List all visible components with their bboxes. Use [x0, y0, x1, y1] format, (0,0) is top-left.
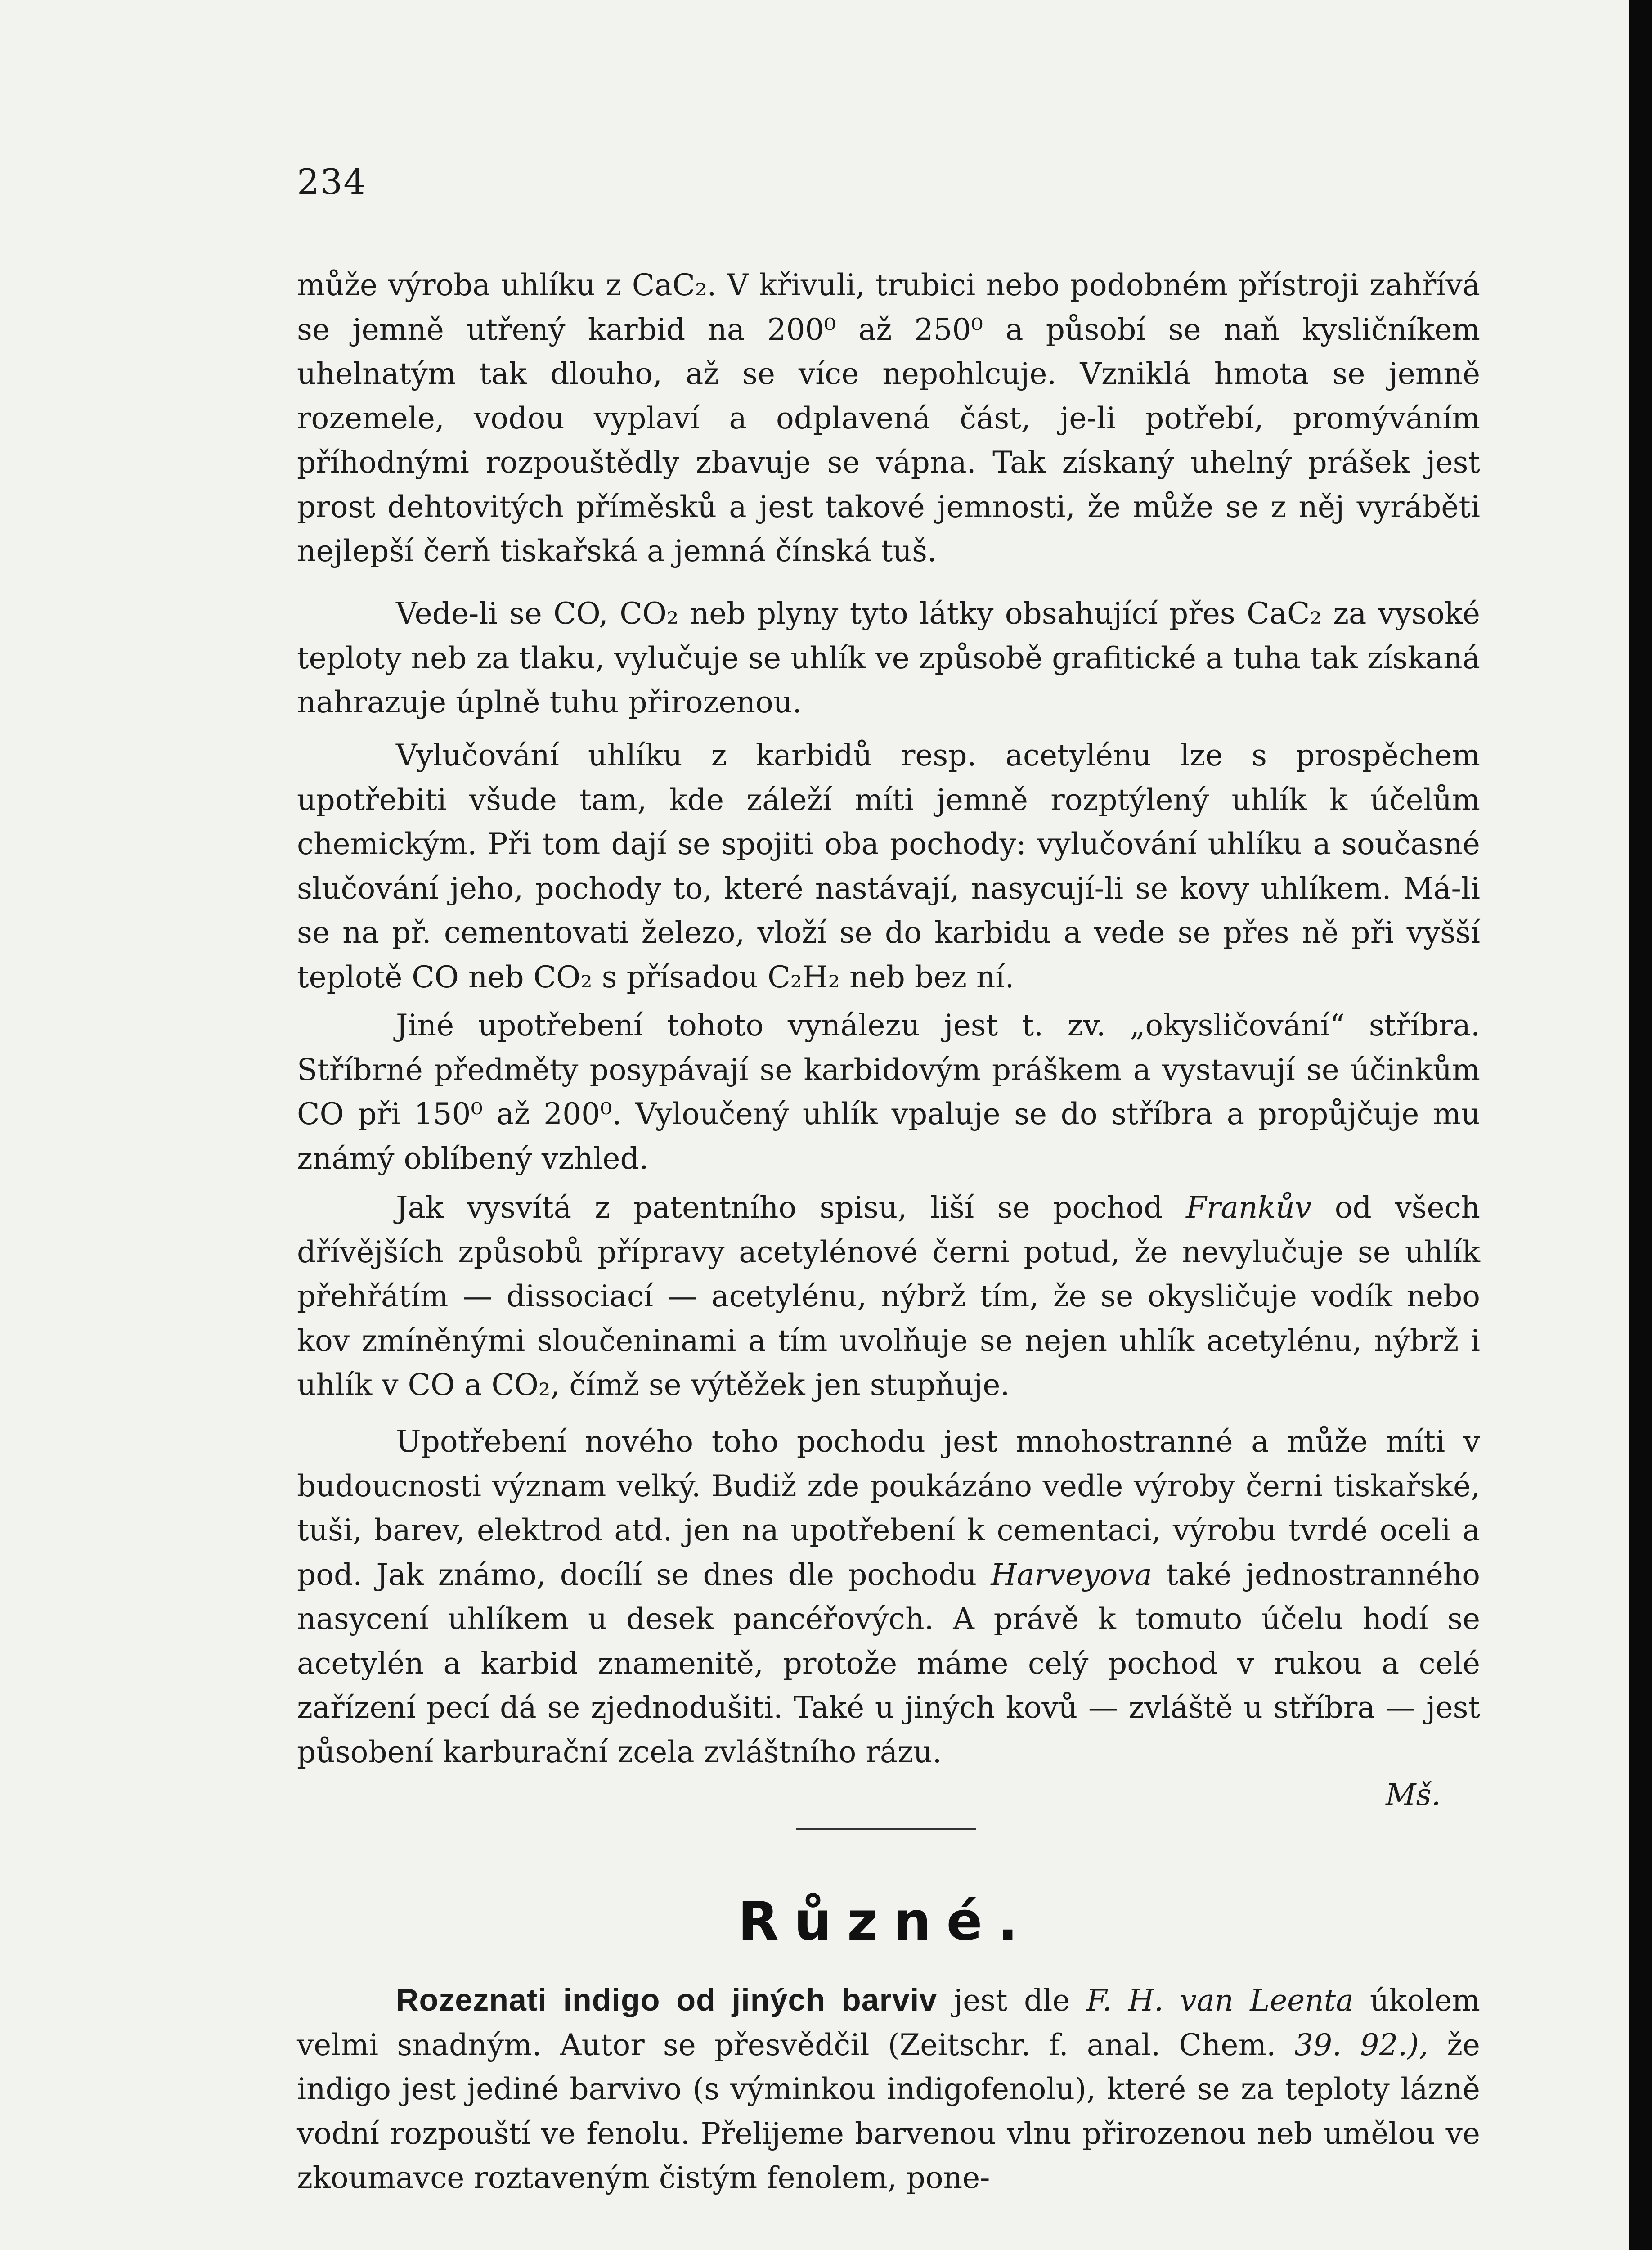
- paragraph-text: může výroba uhlíku z CaC₂. V křivuli, trubici nebo podobném přístroji zahřívá se jemně utřený karbid na 200⁰ až 250⁰ a působí se naň kysličníkem uhelnatým tak dlouho, až se více nepohlcuje. Vzniklá hmota se jemně rozemele, vodou vyplaví a odplavená část, je-li potřebí, promýváním příhodnými rozpouštědly zbavuje se vápna. Tak získaný uhelný prášek jest prost dehtovitých příměsků a jest takové jemnosti, že může se z něj vyráběti nejlepší čerň tiskařská a jemná čínská tuš.: [297, 268, 1480, 568]
- paragraph-patent: [297, 1186, 1480, 1408]
- paragraph-carbide-use: [297, 734, 1480, 999]
- italic-author: F. H. van Leenta: [1086, 1983, 1354, 2018]
- text-run: také jednostranného nasycení uhlíkem u desek pancéřových. A právě k tomuto účelu hodí se acetylén a karbid znamenitě, protože máme celý pochod v rukou a celé zařízení pecí dá se zjednodušiti. Také u jiných kovů — zvláště u stříbra — jest působení karburační zcela zvláštního rázu.: [297, 1557, 1480, 1769]
- paragraph-text: Jiné upotřebení tohoto vynálezu jest t. zv. „okysličování“ stříbra. Stříbrné předměty posypávají se karbidovým práškem a vystavují se účinkům CO při 150⁰ až 200⁰. Vyloučený uhlík vpaluje se do stříbra a propůjčuje mu známý oblíbený vzhled.: [297, 1008, 1480, 1176]
- page-number: 234: [297, 162, 367, 202]
- text-run: od všech dřívějších způsobů přípravy acetylénové černi potud, že nevylučuje se uhlík přehřátím — dissociací — acetylénu, nýbrž tím, že se okysličuje vodík nebo kov zmíněnými sloučeninami a tím uvolňuje se nejen uhlík acetylénu, nýbrž i uhlík v CO a CO₂, čímž se výtěžek jen stupňuje.: [297, 1190, 1481, 1402]
- paragraph-silver: [297, 1004, 1480, 1181]
- section-title: Různé.: [738, 1890, 1033, 1952]
- paragraph-text: Vede-li se CO, CO₂ neb plyny tyto látky obsahující přes CaC₂ za vysoké teploty neb za tlaku, vylučuje se uhlík ve způsobě grafitické a tuha tak získaná nahrazuje úplně tuhu přirozenou.: [297, 596, 1480, 720]
- runin-heading: Rozeznati indigo od jiných barviv: [396, 1982, 938, 2017]
- italic-reference: 39. 92.),: [1294, 2027, 1428, 2062]
- italic-name: Frankův: [1186, 1190, 1312, 1225]
- text-run: úkolem velmi snadným. Autor se přesvědčil (Zeitschr. f. anal. Chem.: [297, 1983, 1481, 2062]
- paragraph-text: [297, 1420, 1480, 1774]
- section-separator: [796, 1828, 976, 1830]
- paragraph-indigo: [297, 1978, 1480, 2200]
- paragraph-text: [297, 1186, 1480, 1408]
- text-run: Upotřebení nového toho pochodu jest mnohostranné a může míti v budoucnosti význam velký. Budiž zde poukázáno vedle výroby černi tiskařské, tuši, barev, elektrod atd. jen na upotřebení k cementaci, výrobu tvrdé oceli a pod. Jak známo, docílí se dnes dle pochodu: [297, 1424, 1480, 1592]
- text-run: Jak vysvítá z patentního spisu, liší se pochod: [396, 1190, 1163, 1225]
- paragraph-continued: [297, 263, 1480, 574]
- author-signature: Mš.: [1386, 1778, 1441, 1812]
- paragraph-text: [297, 1978, 1480, 2200]
- text-run: jest dle: [953, 1983, 1070, 2018]
- italic-name: Harveyova: [991, 1557, 1152, 1592]
- paragraph-graphite: [297, 592, 1480, 725]
- paragraph-applications: [297, 1420, 1480, 1774]
- paragraph-text: Vylučování uhlíku z karbidů resp. acetylénu lze s prospěchem upotřebiti všude tam, kde záleží míti jemně rozptýlený uhlík k účelům chemickým. Při tom dají se spojiti oba pochody: vylučování uhlíku a současné slučování jeho, pochody to, které nastávají, nasycují-li se kovy uhlíkem. Má-li se na př. cementovati železo, vloží se do karbidu a vede se přes ně při vyšší teplotě CO neb CO₂ s přísadou C₂H₂ neb bez ní.: [297, 738, 1480, 994]
- text-run: že indigo jest jediné barvivo (s výminkou indigofenolu), které se za teploty lázně vodní rozpouští ve fenolu. Přelijeme barvenou vlnu přirozenou neb umělou ve zkoumavce roztaveným čistým fenolem, pone-: [297, 2027, 1480, 2195]
